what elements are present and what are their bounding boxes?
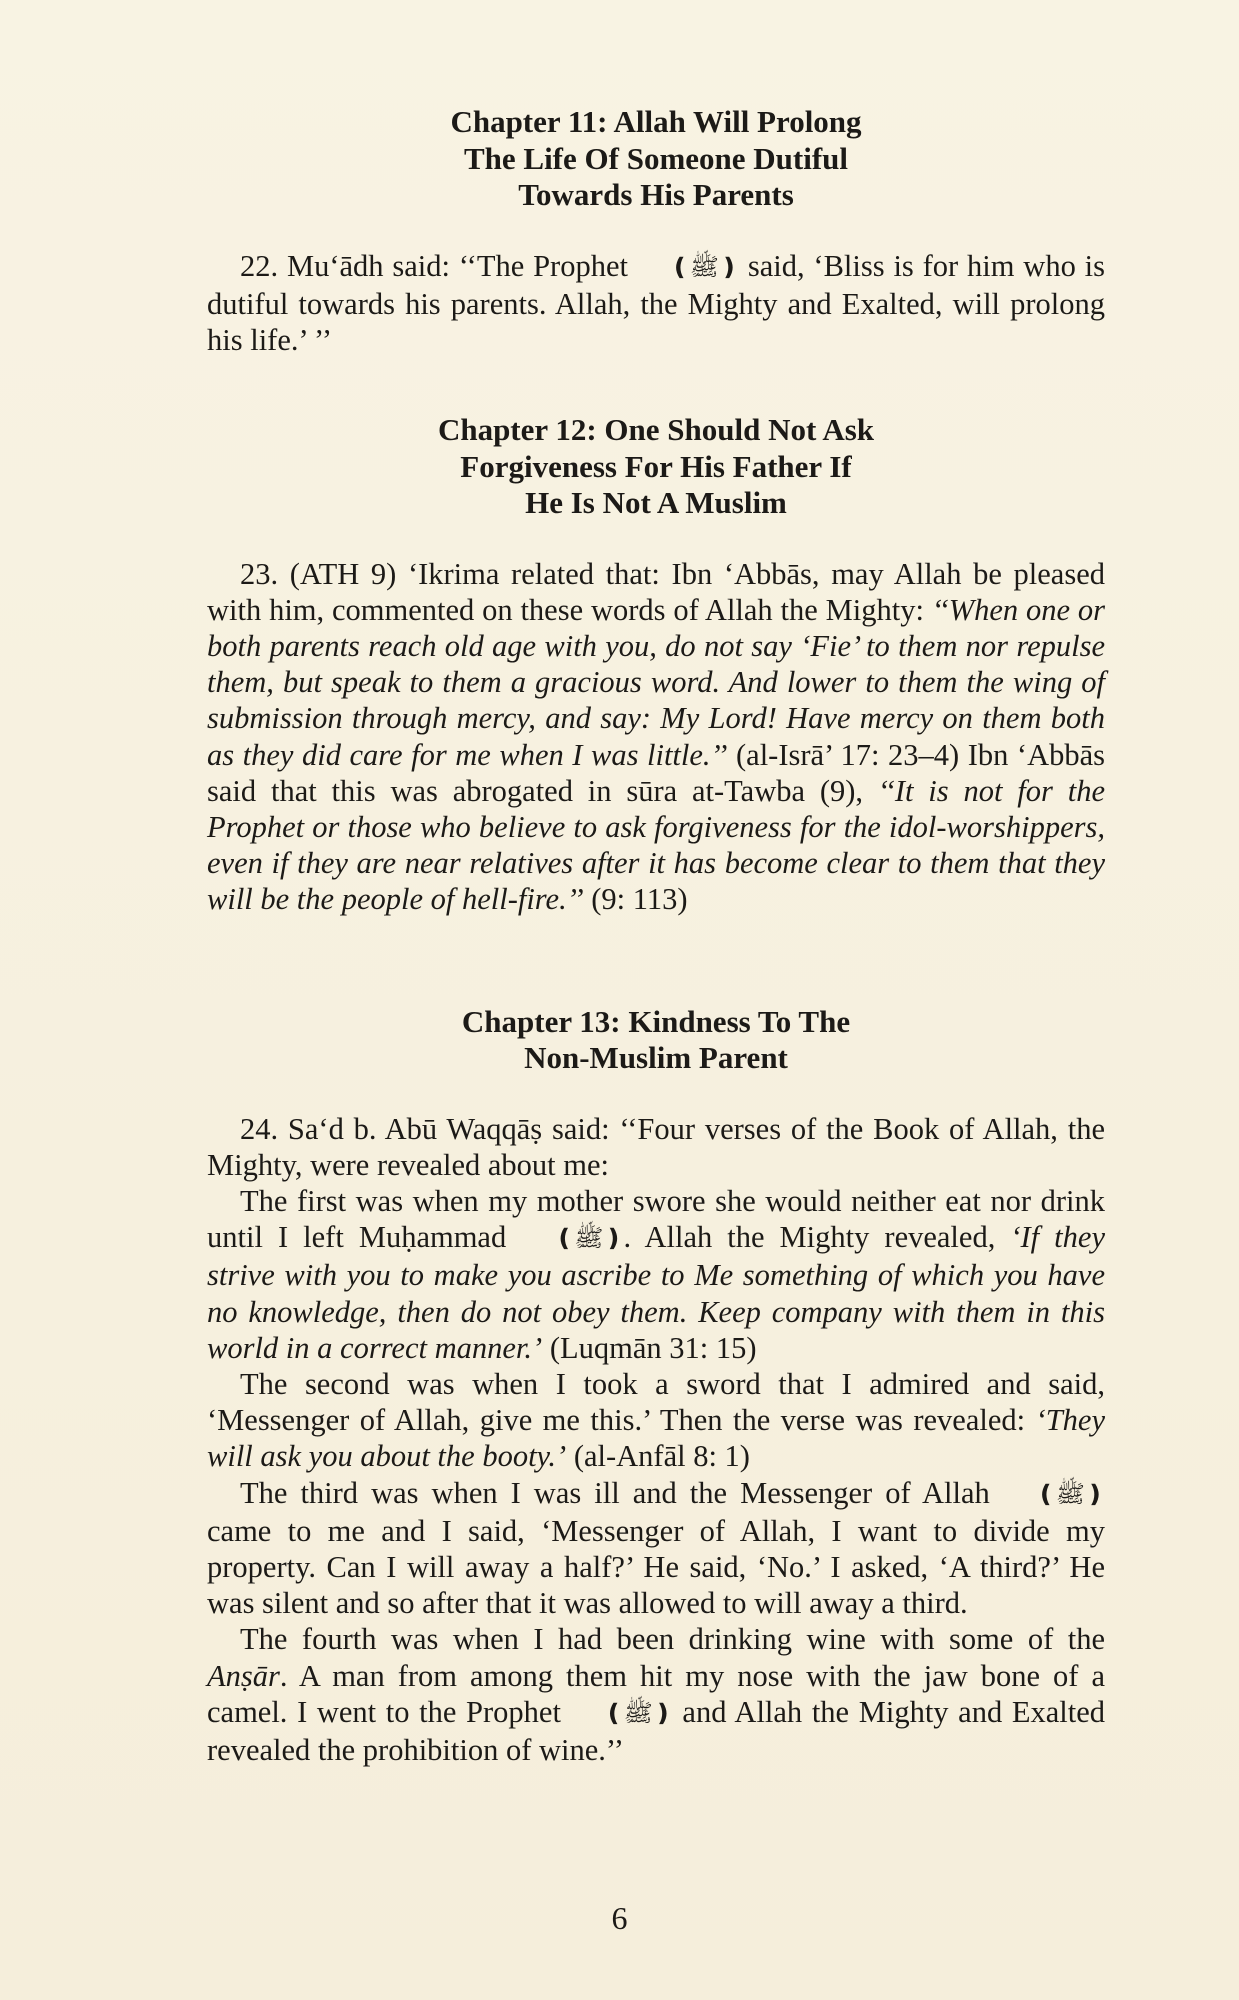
salutation-symbol: ❪ﷺ❫ [669,254,740,281]
hadith-24-fourth: The fourth was when I had been drinking wine with some of the Anṣār. A man from among them hit my nose with the jaw bone of a camel. I went to the Prophet ❪ﷺ❫ and Allah the Mighty and Exalted revealed the prohibition of wine.’’ [207,1622,1106,1768]
hadith-23: 23. (ATH 9) ‘Ikrima related that: Ibn ‘Abbās, may Allah be pleased with him, commented on these words of Allah the Mighty: ‘‘When one or both parents reach old age with you, do not say ‘Fie’ to them nor repulse them, but speak to them a gracious word. And lower to them the wing of submission through mercy, and say: My Lord! Have mercy on them both as they did care for me when I was little.’’ (al-Isrā’ 17: 23–4) Ibn ‘Abbās said that this was abrogated in sūra at-Tawba (9), ‘‘It is not for the Prophet or those who believe to ask forgiveness for the idol-worshippers, even if they are near relatives after it has become clear to them that they will be the people of hell-fire.’’ (9: 113) [207,556,1105,917]
page-number: 6 [611,1900,628,1936]
quran-quote: ‘‘When one or both parents reach old age with you, do not say ‘Fie’ to them nor repulse them, but speak to them a gracious word. And lower to them the wing of submission through mercy, and say: My Lord! Have mercy on them both as they did care for me when I was little.’’ [207,592,1105,772]
quran-quote: ‘If they strive with you to make you ascribe to Me something of which you have no knowledge, then do not obey them. Keep company with them in this world in a correct manner.’ [207,1220,1105,1365]
chapter-12-title: Chapter 12: One Should Not Ask Forgiveness For His Father If He Is Not A Muslim [437,412,875,521]
page-content [207,104,1105,1768]
salutation-symbol: ❪ﷺ❫ [1035,1481,1105,1508]
hadith-22: 22. Mu‘ādh said: ‘‘The Prophet ❪ﷺ❫ said, ‘Bliss is for him who is dutiful towards his parents. Allah, the Mighty and Exalted, will prolong his life.’ ’’ [207,248,1105,357]
hadith-24-intro: 24. Sa‘d b. Abū Waqqāṣ said: ‘‘Four verses of the Book of Allah, the Mighty, were revealed about me: [207,1111,1105,1182]
italic-term: Anṣār [207,1658,280,1693]
quran-quote: ‘‘It is not for the Prophet or those who believe to ask forgiveness for the idol-worshippers, even if they are near relatives after it has become clear to them that they will be the people of hell-fire.’’ [207,773,1105,917]
hadith-24-third: The third was when I was ill and the Messenger of Allah ❪ﷺ❫ came to me and I said, ‘Messenger of Allah, I want to divide my property. Can I will away a half?’ He said, ‘No.’ I asked, ‘A third?’ He was silent and so after that it was allowed to will away a third. [207,1475,1105,1621]
chapter-13-title: Chapter 13: Kindness To The Non-Muslim Parent [461,1003,851,1076]
hadith-24-first: The first was when my mother swore she would neither eat nor drink until I left Muḥammad ❪ﷺ❫. Allah the Mighty revealed, ‘If they strive with you to make you ascribe to Me something of which you have no knowledge, then do not obey them. Keep company with them in this world in a correct manner.’ (Luqmān 31: 15) [207,1184,1105,1365]
salutation-symbol: ❪ﷺ❫ [603,1700,673,1727]
hadith-24-second: The second was when I took a sword that I admired and said, ‘Messenger of Allah, give me this.’ Then the verse was revealed: ‘They will ask you about the booty.’ (al-Anfāl 8: 1) [207,1367,1105,1474]
chapter-11-title: Chapter 11: Allah Will Prolong The Life Of Someone Dutiful Towards His Parents [450,104,862,212]
quran-quote: ‘They will ask you about the booty.’ [207,1403,1105,1474]
salutation-symbol: ❪ﷺ❫ [554,1226,624,1253]
